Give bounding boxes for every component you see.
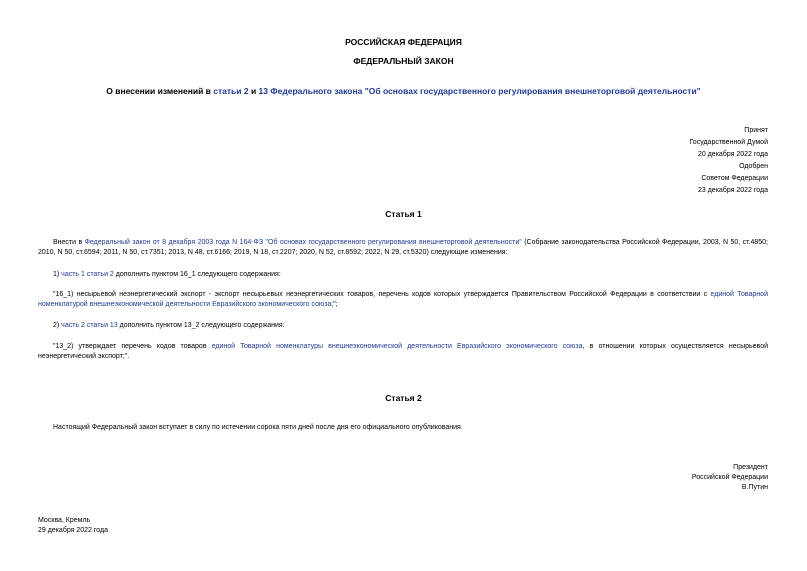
signature-line: Российской Федерации (691, 474, 768, 481)
title-link-article-13[interactable]: 13 Федерального закона "Об основах государственного регулирования внешнеторговой деятельности" (258, 86, 701, 96)
signing-place: Москва, Кремль (38, 517, 91, 524)
item-1-suffix: дополнить пунктом 16_1 следующего содержания: (113, 271, 281, 278)
adoption-line: 23 декабря 2022 года (697, 187, 768, 194)
item-2-suffix: дополнить пунктом 13_2 следующего содержания: (117, 322, 285, 329)
adoption-line: Принят (744, 127, 768, 134)
adoption-block (689, 125, 768, 197)
item-2-prefix: 2) (53, 322, 62, 329)
title-prefix: О внесении изменений в (106, 86, 214, 96)
quote-2-text: "13_2) утверждает перечень кодов товаров (53, 343, 212, 350)
article-1-item-1 (38, 270, 768, 280)
signature-line: Президент (733, 464, 768, 471)
adoption-line: 20 декабря 2022 года (697, 151, 768, 158)
law-type-heading: ФЕДЕРАЛЬНЫЙ ЗАКОН (353, 56, 454, 66)
quote-13-2 (38, 342, 768, 362)
quote-1-link[interactable]: единой Товарной номенклатурой внешнеэкономической деятельности Евразийского экономического союза (38, 291, 768, 308)
article-1-heading: Статья 1 (385, 209, 422, 219)
title-mid: и (248, 86, 259, 96)
quote-1-end: ;"; (331, 301, 338, 308)
adoption-line: Советом Федерации (701, 175, 768, 182)
item-1-prefix: 1) (53, 271, 62, 278)
item-2-link[interactable]: часть 2 статьи 13 (61, 322, 118, 329)
quote-1-text: "16_1) несырьевой неэнергетический экспорт - экспорт несырьевых неэнергетических товаров, перечень кодов которых утверждается Правительством Российской Федерации в соответствии с (53, 291, 711, 298)
adoption-line: Одобрен (739, 163, 768, 170)
law-title (0, 86, 807, 96)
article-1-item-2 (38, 321, 768, 331)
signing-date: 29 декабря 2022 года (38, 527, 109, 534)
law-164-fz-link[interactable]: Федеральный закон от 8 декабря 2003 года N 164-ФЗ "Об основах государственного регулирования внешнеторговой деятельности" (84, 239, 522, 246)
country-heading: РОССИЙСКАЯ ФЕДЕРАЦИЯ (345, 37, 462, 47)
adoption-line: Государственной Думой (689, 139, 768, 146)
quote-2-link[interactable]: единой Товарной номенклатуры внешнеэкономической деятельности Евразийского экономического союза (211, 343, 583, 350)
article-2-heading: Статья 2 (385, 393, 422, 403)
item-1-link[interactable]: часть 1 статьи 2 (61, 271, 114, 278)
quote-2-end: , в отношении которых осуществляется несырьевой неэнергетический экспорт;". (38, 343, 768, 360)
title-link-article-2[interactable]: статьи 2 (213, 86, 249, 96)
signature-line: В.Путин (741, 484, 768, 491)
article-2-text: Настоящий Федеральный закон вступает в силу по истечении сорока пяти дней после дня его официального опубликования. (53, 424, 463, 431)
intro-prefix: Внести в (53, 239, 85, 246)
signature-block (692, 463, 768, 493)
quote-16-1 (38, 290, 768, 310)
intro-suffix: (Собрание законодательства Российской Федерации, 2003, N 50, ст.4850; 2010, N 50, ст.6594; 2011, N 50, ст.7351; 2013, N 48, ст.6166; 2019, N 18, ст.2207; 2020, N 52, ст.8592; 2022, N 29, ст.5320) следующие изменения: (38, 239, 768, 256)
article-1-intro (38, 238, 768, 258)
place-date-block (38, 516, 108, 536)
